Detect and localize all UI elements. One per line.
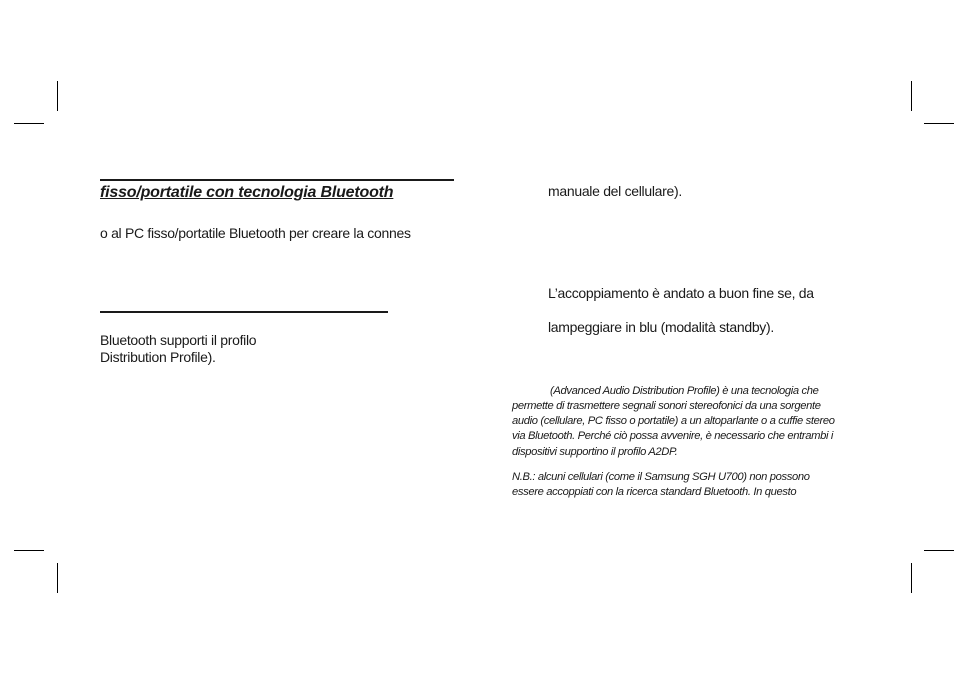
crop-mark-bottom-left-vertical <box>57 563 58 593</box>
crop-mark-top-left-horizontal <box>14 123 44 124</box>
crop-mark-top-right-horizontal <box>924 123 954 124</box>
crop-mark-bottom-right-vertical <box>911 563 912 593</box>
section-heading: fisso/portatile con tecnologia Bluetooth <box>100 184 394 201</box>
heading-top-rule <box>100 179 454 181</box>
nb-note-line: N.B.: alcuni cellulari (come il Samsung SGH U700) non possono <box>512 471 810 483</box>
right-paragraph-line-3: lampeggiare in blu (modalità standby). <box>548 319 774 335</box>
crop-mark-bottom-left-horizontal <box>14 550 44 551</box>
crop-mark-top-right-vertical <box>911 81 912 111</box>
a2dp-note-line: via Bluetooth. Perché ciò possa avvenire, è necessario che entrambi i <box>512 430 833 442</box>
a2dp-note-line: permette di trasmettere segnali sonori stereofonici da una sorgente <box>512 400 821 412</box>
a2dp-note-line: audio (cellulare, PC fisso o portatile) a un altoparlante o a cuffie stereo <box>512 415 835 427</box>
crop-mark-top-left-vertical <box>57 81 58 111</box>
right-paragraph-line-2: L’accoppiamento è andato a buon fine se, da <box>548 285 814 301</box>
left-paragraph-line-2: Bluetooth supporti il profilo <box>100 332 257 348</box>
a2dp-note-line: dispositivi supportino il profilo A2DP. <box>512 446 678 458</box>
nb-note-line: essere accoppiati con la ricerca standard Bluetooth. In questo <box>512 486 797 498</box>
section-divider-rule <box>100 311 388 313</box>
right-paragraph-line-1: manuale del cellulare). <box>548 183 682 199</box>
left-paragraph-line-1: o al PC fisso/portatile Bluetooth per creare la connes <box>100 225 411 241</box>
a2dp-note-line: (Advanced Audio Distribution Profile) è una tecnologia che <box>550 385 819 397</box>
left-paragraph-line-3: Distribution Profile). <box>100 349 216 365</box>
crop-mark-bottom-right-horizontal <box>924 550 954 551</box>
